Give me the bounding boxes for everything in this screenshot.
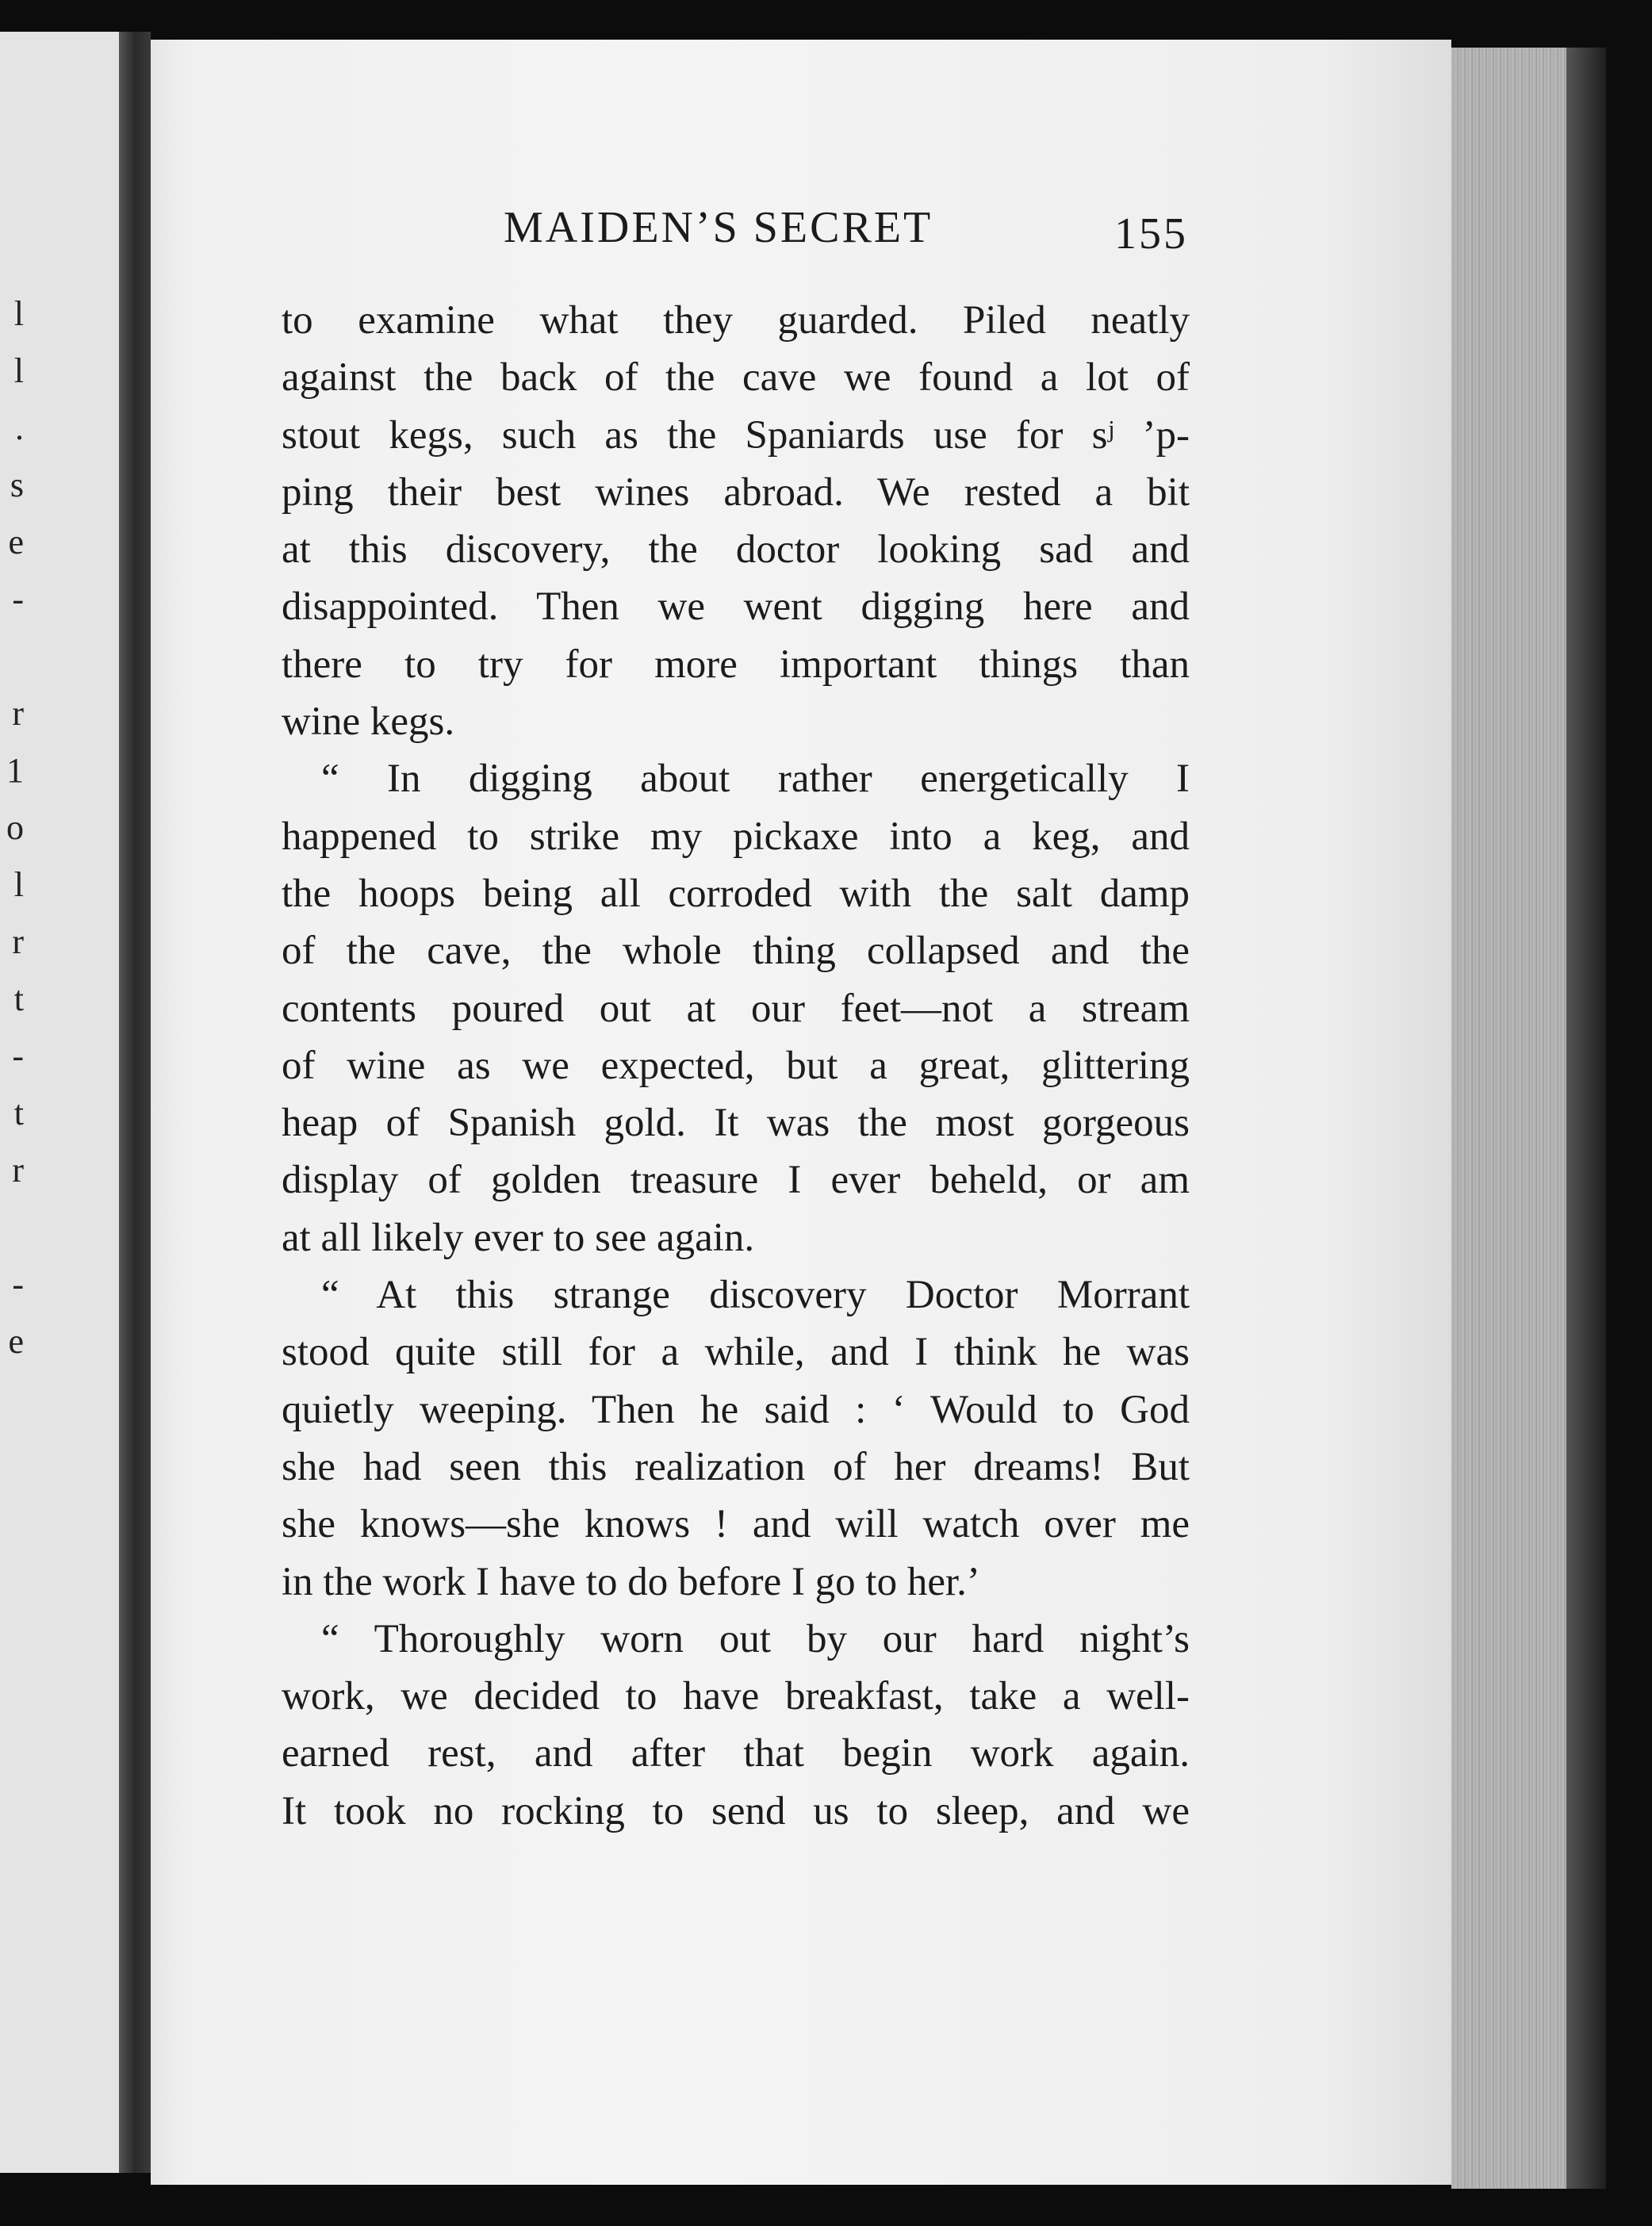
left-glyph: - [12,1265,24,1304]
page-edges [1451,48,1566,2189]
running-head-title: MAIDEN’S SECRET [504,203,933,252]
left-glyph: - [12,1036,24,1075]
text-line: disappointed. Then we went digging here and [282,584,1190,630]
text-line: “ Thoroughly worn out by our hard night’s [321,1616,1190,1661]
text-line: at this discovery, the doctor looking sad and [282,527,1190,573]
text-line: she had seen this realization of her dreams! But [282,1444,1190,1489]
text-line: contents poured out at our feet—not a stream [282,986,1190,1031]
text-line: display of golden treasure I ever beheld, or am [282,1158,1190,1203]
left-glyph: 1 [6,751,24,790]
left-glyph [0,1199,24,1256]
text-line: happened to strike my pickaxe into a keg, and [282,814,1190,859]
left-glyph: r [12,694,24,733]
text-line: to examine what they guarded. Piled neatly [282,298,1190,343]
page-edges-shadow [1566,48,1606,2189]
text-line: the hoops being all corroded with the salt damp [282,871,1190,916]
text-line: earned rest, and after that begin work again. [282,1731,1190,1776]
text-line: there to try for more important things than [282,642,1190,687]
left-glyph: - [12,580,24,619]
left-glyph: l [13,294,24,333]
text-line: wine kegs. [282,699,455,745]
text-line: quietly weeping. Then he said : ‘ Would to God [282,1387,1190,1432]
left-glyph: . [15,408,24,447]
text-line: she knows—she knows ! and will watch over me [282,1502,1190,1547]
left-glyph: e [8,523,24,561]
left-glyph: o [6,808,24,847]
left-glyph: l [13,865,24,904]
page-number: 155 [1114,209,1188,259]
text-line: in the work I have to do before I go to her.’ [282,1559,980,1604]
left-glyph [0,628,24,685]
text-line: “ In digging about rather energetically I [321,757,1190,802]
text-line: work, we decided to have breakfast, take a well- [282,1674,1190,1719]
text-line: stood quite still for a while, and I think he was [282,1330,1190,1375]
text-line: heap of Spanish gold. It was the most gorgeous [282,1101,1190,1146]
text-line: ping their best wines abroad. We rested a bit [282,469,1190,515]
text-line: at all likely ever to see again. [282,1215,755,1260]
left-glyph: r [12,922,24,961]
left-page-cut-text [0,285,24,1370]
text-line: of the cave, the whole thing collapsed and the [282,929,1190,974]
text-line: It took no rocking to send us to sleep, and we [282,1788,1190,1833]
left-glyph: r [12,1151,24,1190]
text-line: of wine as we expected, but a great, glittering [282,1043,1190,1088]
left-glyph: t [13,1094,24,1132]
text-line: stout kegs, such as the Spaniards use for sʲ ʼp- [282,412,1190,458]
left-glyph: l [13,351,24,390]
text-line: against the back of the cave we found a lot of [282,355,1190,400]
book-gutter [119,32,151,2173]
left-glyph: e [8,1322,24,1361]
left-glyph: t [13,979,24,1018]
left-glyph: s [10,466,24,504]
text-line: “ At this strange discovery Doctor Morrant [321,1273,1190,1318]
body-text [282,292,1190,1840]
